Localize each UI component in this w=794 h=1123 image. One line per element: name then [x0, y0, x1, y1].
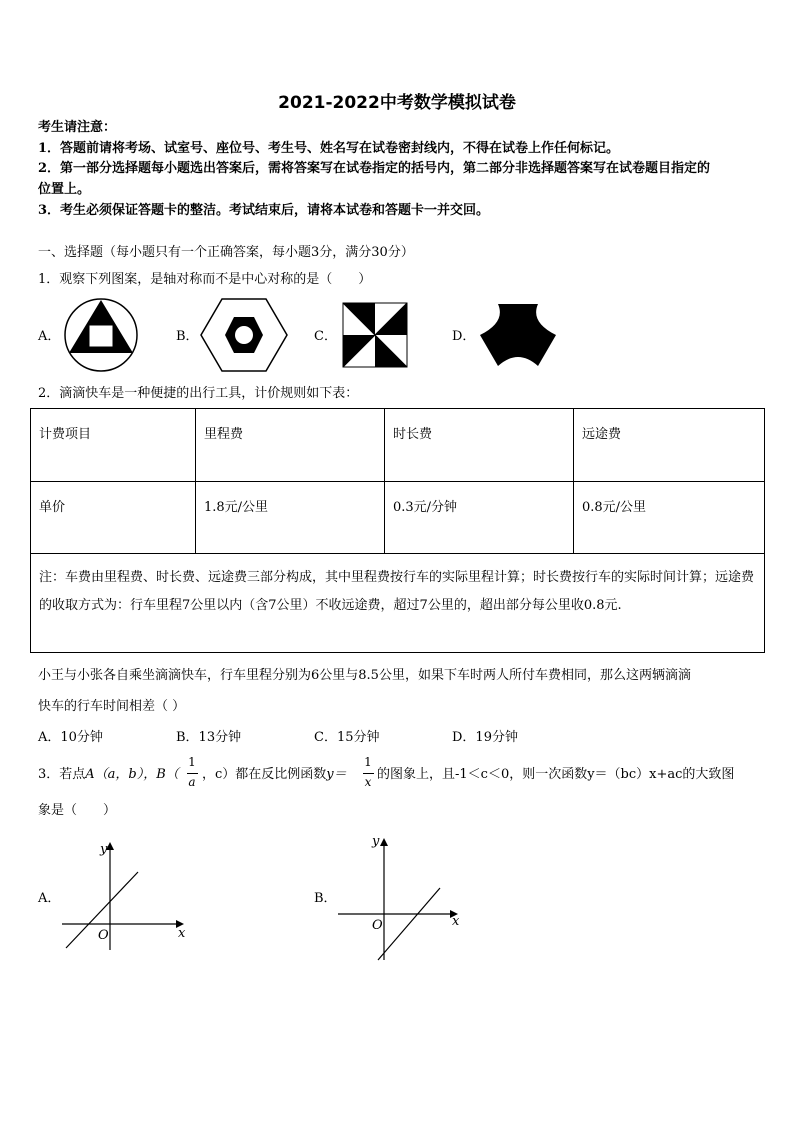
origin-label: O [372, 918, 383, 933]
option-label-d: D． [452, 329, 476, 344]
figure-d-star-hexagon [478, 298, 558, 372]
stem-part: ，c）都在反比例函数 [202, 767, 327, 782]
stem-part [202, 765, 347, 785]
question-3-stem [38, 765, 179, 785]
table-cell: 0.3元/分钟 [385, 482, 574, 554]
table-cell: 0.8元/公里 [574, 482, 765, 554]
table-header-cell: 时长费 [385, 409, 574, 482]
table-note: 注：车费由里程费、时长费、远途费三部分构成，其中里程费按行车的实际里程计算；时长费按行车的实际时间计算；远途费的收取方式为：行车里程7公里以内（含7公里）不收远途费，超过7公里的，超出部分每公里收0.8元. [31, 554, 765, 653]
graph-b-axes [334, 832, 464, 964]
axis-label-y: y [100, 842, 108, 857]
question-3-stem-end: 象是（ ） [38, 803, 117, 818]
stem-part: A（a，b），B（ [85, 767, 179, 782]
question-2-body: 快车的行车时间相差（ ） [38, 699, 186, 714]
axis-label-x: x [178, 926, 186, 941]
table-header-cell: 计费项目 [31, 409, 196, 482]
option-label-c: C． [314, 329, 337, 344]
question-1-stem: 1．观察下列图案，是轴对称而不是中心对称的是（ ） [38, 272, 372, 287]
notice-item: 位置上。 [38, 182, 91, 197]
table-cell: 1.8元/公里 [196, 482, 385, 554]
fare-table [30, 408, 765, 653]
figure-a-circle-triangle [60, 297, 142, 373]
option-c: C．15分钟 [314, 730, 380, 745]
option-a: A．10分钟 [38, 730, 103, 745]
axis-label-x: x [452, 914, 460, 929]
table-cell: 单价 [31, 482, 196, 554]
fraction-denominator: x [364, 775, 372, 789]
axis-label-y: y [372, 834, 380, 849]
fraction-numerator: 1 [364, 755, 372, 769]
stem-part: y＝ [326, 767, 347, 782]
origin-label: O [98, 928, 109, 943]
stem-part: 的图象上，且-1＜c＜0，则一次函数y＝（bc）x+ac的大致图 [377, 767, 735, 782]
fraction-denominator: a [188, 775, 196, 789]
figure-b-hexagon-nut [200, 297, 288, 373]
question-2-body: 小王与小张各自乘坐滴滴快车，行车里程分别为6公里与8.5公里，如果下车时两人所付车费相同，那么这两辆滴滴 [38, 668, 691, 683]
graph-a-axes [58, 838, 194, 954]
option-label-a: A． [38, 329, 61, 344]
question-2-stem: 2．滴滴快车是一种便捷的出行工具，计价规则如下表： [38, 386, 359, 401]
fraction-bar [363, 773, 374, 774]
page-title: 2021-2022中考数学模拟试卷 [278, 93, 516, 113]
fraction-numerator: 1 [188, 755, 196, 769]
option-d: D．19分钟 [452, 730, 518, 745]
graph-label-b: B． [314, 891, 337, 906]
option-b: B．13分钟 [176, 730, 242, 745]
fraction-bar [187, 773, 198, 774]
section-heading: 一、选择题（每小题只有一个正确答案，每小题3分，满分30分） [38, 245, 414, 260]
notice-heading: 考生请注意： [38, 120, 117, 135]
graph-label-a: A． [38, 891, 61, 906]
notice-item: 3．考生必须保证答题卡的整洁。考试结束后，请将本试卷和答题卡一并交回。 [38, 203, 490, 218]
notice-item: 2．第一部分选择题每小题选出答案后，需将答案写在试卷指定的括号内，第二部分非选择题答案写在试卷题目指定的 [38, 161, 711, 176]
option-label-b: B． [176, 329, 199, 344]
figure-c-pinwheel [342, 302, 408, 368]
table-header-cell: 远途费 [574, 409, 765, 482]
notice-item: 1．答题前请将考场、试室号、座位号、考生号、姓名写在试卷密封线内，不得在试卷上作任何标记。 [38, 141, 620, 156]
table-header-cell: 里程费 [196, 409, 385, 482]
stem-part: 3．若点 [38, 767, 86, 782]
